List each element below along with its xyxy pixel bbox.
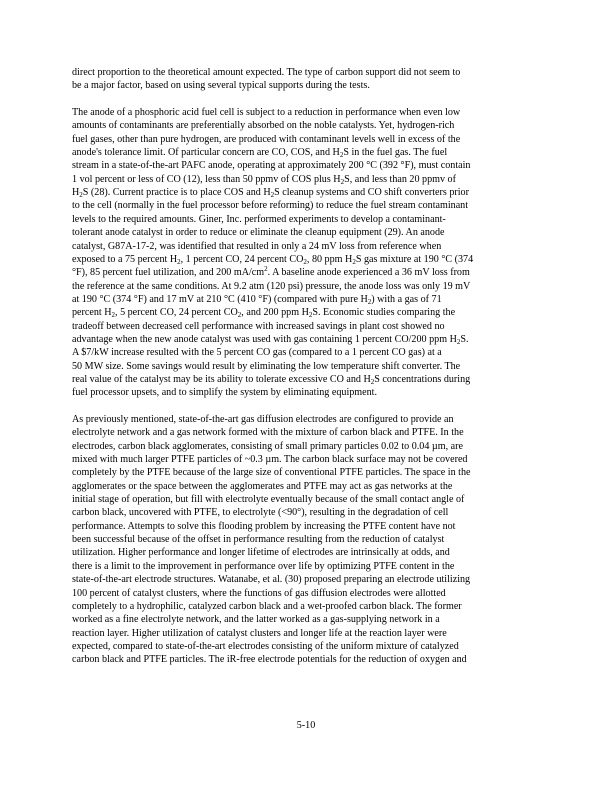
text-segment: H bbox=[72, 187, 80, 199]
text-segment: S cleanup systems and CO shift converters prior bbox=[274, 187, 469, 199]
subscript: 2 bbox=[79, 191, 83, 200]
text-line: initial stage of operation, but fill with electrolyte eventually because of the small contact angle of bbox=[72, 494, 465, 506]
subscript: 2 bbox=[370, 377, 375, 386]
text-segment: , 80 ppm H bbox=[306, 253, 353, 265]
text-line: agglomerates or the space between the agglomerates and PTFE may act as gas networks at the bbox=[72, 480, 453, 492]
text-line: A $7/kW increase resulted with the 5 percent CO gas (compared to a 1 percent CO gas) at a bbox=[72, 347, 442, 359]
text-line: fuel gases, other than pure hydrogen, are produced with contaminant levels well in excess of the bbox=[72, 133, 461, 145]
text-line: carbon black, uncovered with PTFE, to electrolyte (<90°), resulting in the degradation of cell bbox=[72, 507, 449, 519]
text-segment: percent H bbox=[72, 307, 112, 319]
text-line bbox=[72, 373, 540, 386]
text-line: levels to the required amounts. Giner, Inc. performed experiments to develop a contaminant- bbox=[72, 213, 446, 225]
text-line bbox=[72, 146, 540, 159]
text-line: performance. Attempts to solve this flooding problem by increasing the PTFE content have not bbox=[72, 520, 456, 532]
text-segment: , 1 percent CO, 24 percent CO bbox=[180, 253, 304, 265]
text-line bbox=[72, 173, 540, 186]
text-line: mixed with much larger PTFE particles of ~0.3 µm. The carbon black surface may not be covered bbox=[72, 454, 468, 466]
text-line: be a major factor, based on using several typical supports during the tests. bbox=[72, 80, 370, 92]
subscript: 2 bbox=[456, 337, 461, 346]
text-line: electrodes, carbon black agglomerates, consisting of small primary particles 0.02 to 0.04 µm, are bbox=[72, 440, 463, 452]
subscript: 2 bbox=[352, 257, 356, 266]
subscript: 2 bbox=[270, 191, 275, 200]
text-line: As previously mentioned, state-of-the-art gas diffusion electrodes are configured to provide an bbox=[72, 414, 454, 426]
text-line: completely to a hydrophilic, catalyzed carbon black and a wet-proofed carbon black. The former bbox=[72, 600, 462, 612]
body-text bbox=[72, 66, 540, 680]
text-segment: S (28). Current practice is to place COS and H bbox=[82, 187, 271, 199]
text-line: stream in a state-of-the-art PAFC anode, operating at approximately 200 °C (392 °F), must contain bbox=[72, 160, 471, 172]
text-line bbox=[72, 186, 540, 199]
text-segment: S concentrations during bbox=[374, 373, 471, 385]
text-segment: S. Economic studies comparing the bbox=[312, 307, 456, 319]
text-line: 50 MW size. Some savings would result by eliminating the low temperature shift converter. The bbox=[72, 360, 461, 372]
text-line bbox=[72, 293, 540, 306]
superscript: 2 bbox=[264, 265, 268, 274]
subscript: 2 bbox=[237, 311, 242, 320]
text-line: utilization. Higher performance and longer lifetime of electrodes are intrinsically at odds, and bbox=[72, 547, 450, 559]
text-line bbox=[72, 253, 540, 266]
subscript: 2 bbox=[367, 297, 372, 306]
text-line bbox=[72, 266, 540, 279]
paragraph-1 bbox=[72, 66, 540, 93]
text-segment: real value of the catalyst may be its ability to tolerate excessive CO and H bbox=[72, 373, 371, 385]
text-segment: °F), 85 percent fuel utilization, and 200 mA/cm bbox=[72, 267, 265, 279]
subscript: 2 bbox=[339, 151, 344, 160]
text-line: carbon black and PTFE particles. The iR-free electrode potentials for the reduction of oxygen and bbox=[72, 654, 467, 666]
text-segment: ) with a gas of 71 bbox=[371, 293, 442, 305]
page-number: 5-10 bbox=[296, 720, 316, 731]
text-line: expected, compared to state-of-the-art electrodes consisting of the uniform mixture of catalyzed bbox=[72, 640, 459, 652]
text-line: state-of-the-art electrode structures. Watanabe, et al. (30) proposed preparing an electrode utilizing bbox=[72, 574, 471, 586]
text-line: worked as a fine electrolyte network, and the latter worked as a gas-supplying network in a bbox=[72, 614, 440, 626]
text-line: there is a limit to the improvement in performance over life by optimizing PTFE content in the bbox=[72, 560, 455, 572]
text-segment: advantage when the new anode catalyst was used with gas containing 1 percent CO/200 ppm H bbox=[72, 333, 457, 345]
text-line: direct proportion to the theoretical amount expected. The type of carbon support did not seem to bbox=[72, 67, 461, 78]
text-line: reaction layer. Higher utilization of catalyst clusters and longer life at the reaction layer were bbox=[72, 627, 447, 639]
text-line: fuel processor upsets, and to simplify the system by eliminating equipment. bbox=[72, 387, 378, 399]
subscript: 2 bbox=[303, 257, 307, 266]
text-line: the reference at the same conditions. At 9.2 atm (120 psi) pressure, the anode loss was only 19 mV bbox=[72, 280, 471, 292]
text-segment: S gas mixture at 190 °C (374 bbox=[355, 253, 474, 265]
text-line: catalyst, G87A-17-2, was identified that resulted in only a 24 mV loss from reference when bbox=[72, 240, 442, 252]
subscript: 2 bbox=[111, 311, 116, 320]
text-line: completely by the PTFE because of the large size of conventional PTFE particles. The space in the bbox=[72, 467, 471, 479]
text-segment: exposed to a 75 percent H bbox=[72, 253, 178, 265]
text-line: tolerant anode catalyst in order to reduce or eliminate the cleanup equipment (29). An anode bbox=[72, 227, 445, 239]
text-segment: , 5 percent CO, 24 percent CO bbox=[115, 307, 238, 319]
text-line bbox=[72, 333, 540, 346]
text-line: to the cell (normally in the fuel processor before reforming) to reduce the fuel stream contaminant bbox=[72, 200, 469, 212]
text-segment: anode's tolerance limit. Of particular concern are CO, COS, and H bbox=[72, 147, 340, 159]
subscript: 2 bbox=[308, 311, 313, 320]
text-segment: . A baseline anode experienced a 36 mV loss from bbox=[267, 267, 470, 279]
text-segment: S in the fuel gas. The fuel bbox=[343, 147, 448, 159]
text-segment: S. bbox=[460, 333, 469, 345]
paragraph-2 bbox=[72, 106, 540, 400]
text-segment: at 190 °C (374 °F) and 17 mV at 210 °C (410 °F) (compared with pure H bbox=[72, 293, 368, 305]
text-segment: 1 vol percent or less of CO (12), less than 50 ppmv of COS plus H bbox=[72, 173, 341, 185]
subscript: 2 bbox=[177, 257, 181, 266]
text-line: The anode of a phosphoric acid fuel cell is subject to a reduction in performance when even low bbox=[72, 107, 461, 119]
text-segment: , and 200 ppm H bbox=[241, 307, 309, 319]
text-line: electrolyte network and a gas network formed with the mixture of carbon black and PTFE. In the bbox=[72, 427, 464, 439]
text-line: amounts of contaminants are preferentially absorbed on the noble catalysts. Yet, hydrogen-rich bbox=[72, 120, 455, 132]
paragraph-3 bbox=[72, 413, 540, 667]
subscript: 2 bbox=[340, 177, 345, 186]
text-segment: S, and less than 20 ppmv of bbox=[344, 173, 456, 185]
text-line: 100 percent of catalyst clusters, where the functions of gas diffusion electrodes were allotted bbox=[72, 587, 446, 599]
text-line: been successful because of the offset in performance resulting from the reduction of catalyst bbox=[72, 534, 445, 546]
text-line bbox=[72, 306, 540, 319]
text-line: tradeoff between decreased cell performance with increased savings in plant cost showed no bbox=[72, 320, 445, 332]
